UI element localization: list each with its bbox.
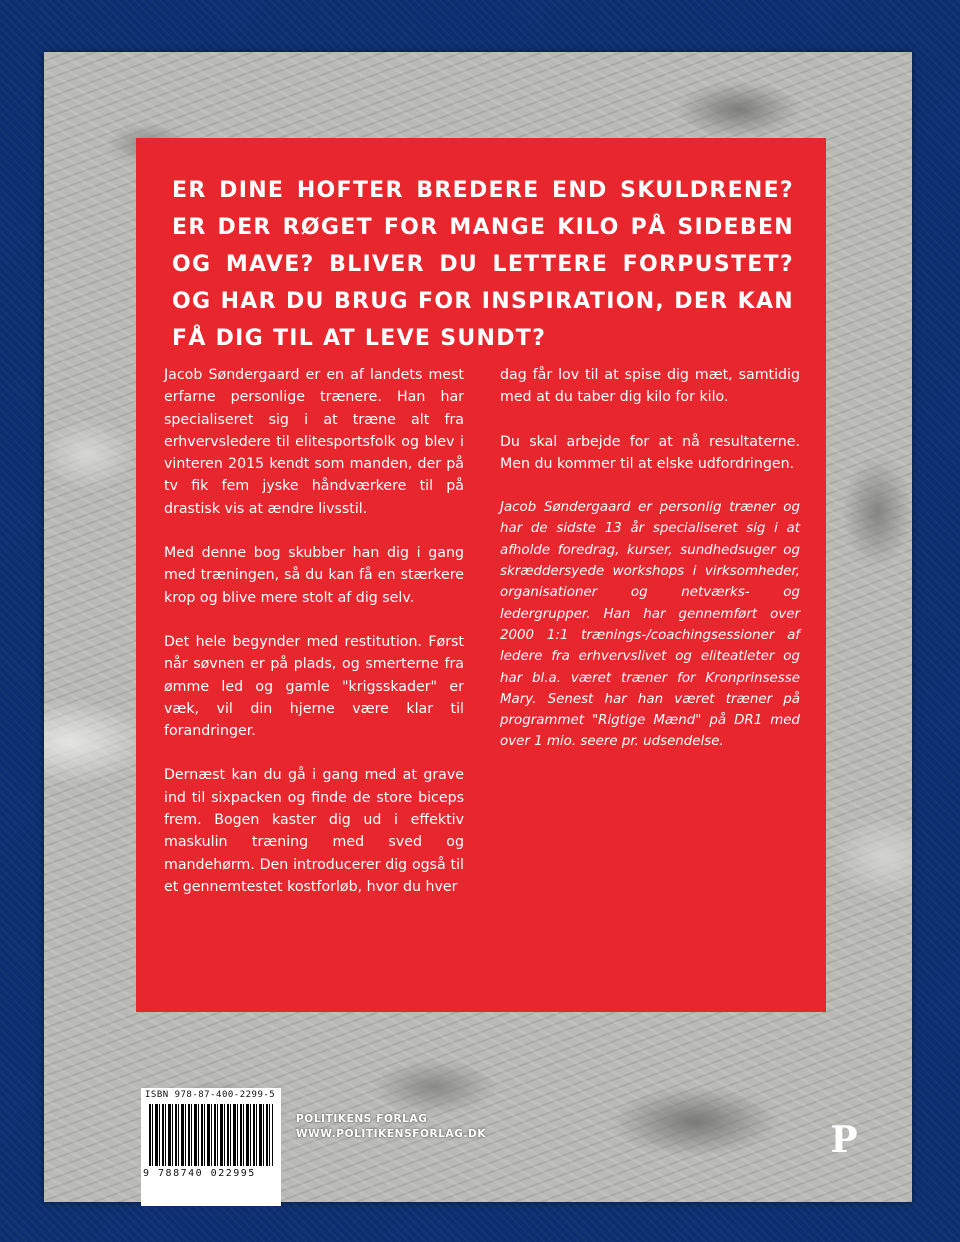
publisher-url: WWW.POLITIKENSFORLAG.DK [296, 1128, 487, 1140]
isbn-text: ISBN 978-87-400-2299-5 [145, 1090, 276, 1100]
right-column [500, 364, 800, 775]
paragraph-intro: Jacob Søndergaard er en af landets mest erfarne personlige trænere. Han har specialiseret sig i at træne alt fra erhvervsledere til elitesportsfolk og blev i vinteren 2015 kendt som manden, der på tv fik fem jyske håndværkere til på drastisk vis at ændre livsstil. [164, 367, 464, 517]
barcode-number: 9 788740 022995 [143, 1168, 256, 1179]
publisher-logo-letter: P [830, 1119, 858, 1158]
headline: ER DINE HOFTER BREDERE END SKULDRENE? ER DER RØGET FOR MANGE KILO PÅ SIDEBEN OG MAVE? BLIVER DU LETTERE FORPUSTET? OG HAR DU BRUG FOR INSPIRATION, DER KAN FÅ DIG TIL AT LEVE SUNDT? [172, 178, 794, 351]
author-bio: Jacob Søndergaard er personlig træner og har de sidste 13 år specialiseret sig i at afholde foredrag, kurser, sundhedsuger og skræddersyede workshops i virksomheder, organisationer og netværks- og ledergrupper. Han har gennemført over 2000 1:1 trænings-/coachingsessioner af ledere fra erhvervslivet og eliteatleter og har bl.a. været træner for Kronprinsesse Mary. Senest har han været træner på programmet "Rigtige Mænd" på DR1 med over 1 mio. seere pr. udsendelse. [500, 500, 800, 750]
publisher-logo-icon [830, 1118, 858, 1158]
left-column [164, 364, 464, 920]
barcode-icon [149, 1104, 273, 1166]
paragraph-diet: dag får lov til at spise dig mæt, samtidig med at du taber dig kilo for kilo. [500, 367, 800, 406]
paragraph-challenge: Du skal arbejde for at nå resultaterne. Men du kommer til at elske udfordringen. [500, 433, 800, 472]
publisher-info [296, 1112, 486, 1142]
paragraph-restitution: Det hele begynder med restitution. Først når søvnen er på plads, og smerterne fra ømme led og gamle "krigsskader" er væk, vil din hjerne være klar til forandringer. [164, 633, 464, 740]
barcode-label [141, 1088, 281, 1206]
publisher-name: POLITIKENS FORLAG [296, 1113, 428, 1125]
paragraph-training: Med denne bog skubber han dig i gang med træningen, så du kan få en stærkere krop og blive mere stolt af dig selv. [164, 545, 464, 606]
paragraph-sixpack: Dernæst kan du gå i gang med at grave ind til sixpacken og finde de store biceps frem. Bogen kaster dig ud i effektiv maskulin træning med sved og mandehørm. Den introducerer dig også til et gennemtestet kostforløb, hvor du hver [164, 767, 464, 895]
